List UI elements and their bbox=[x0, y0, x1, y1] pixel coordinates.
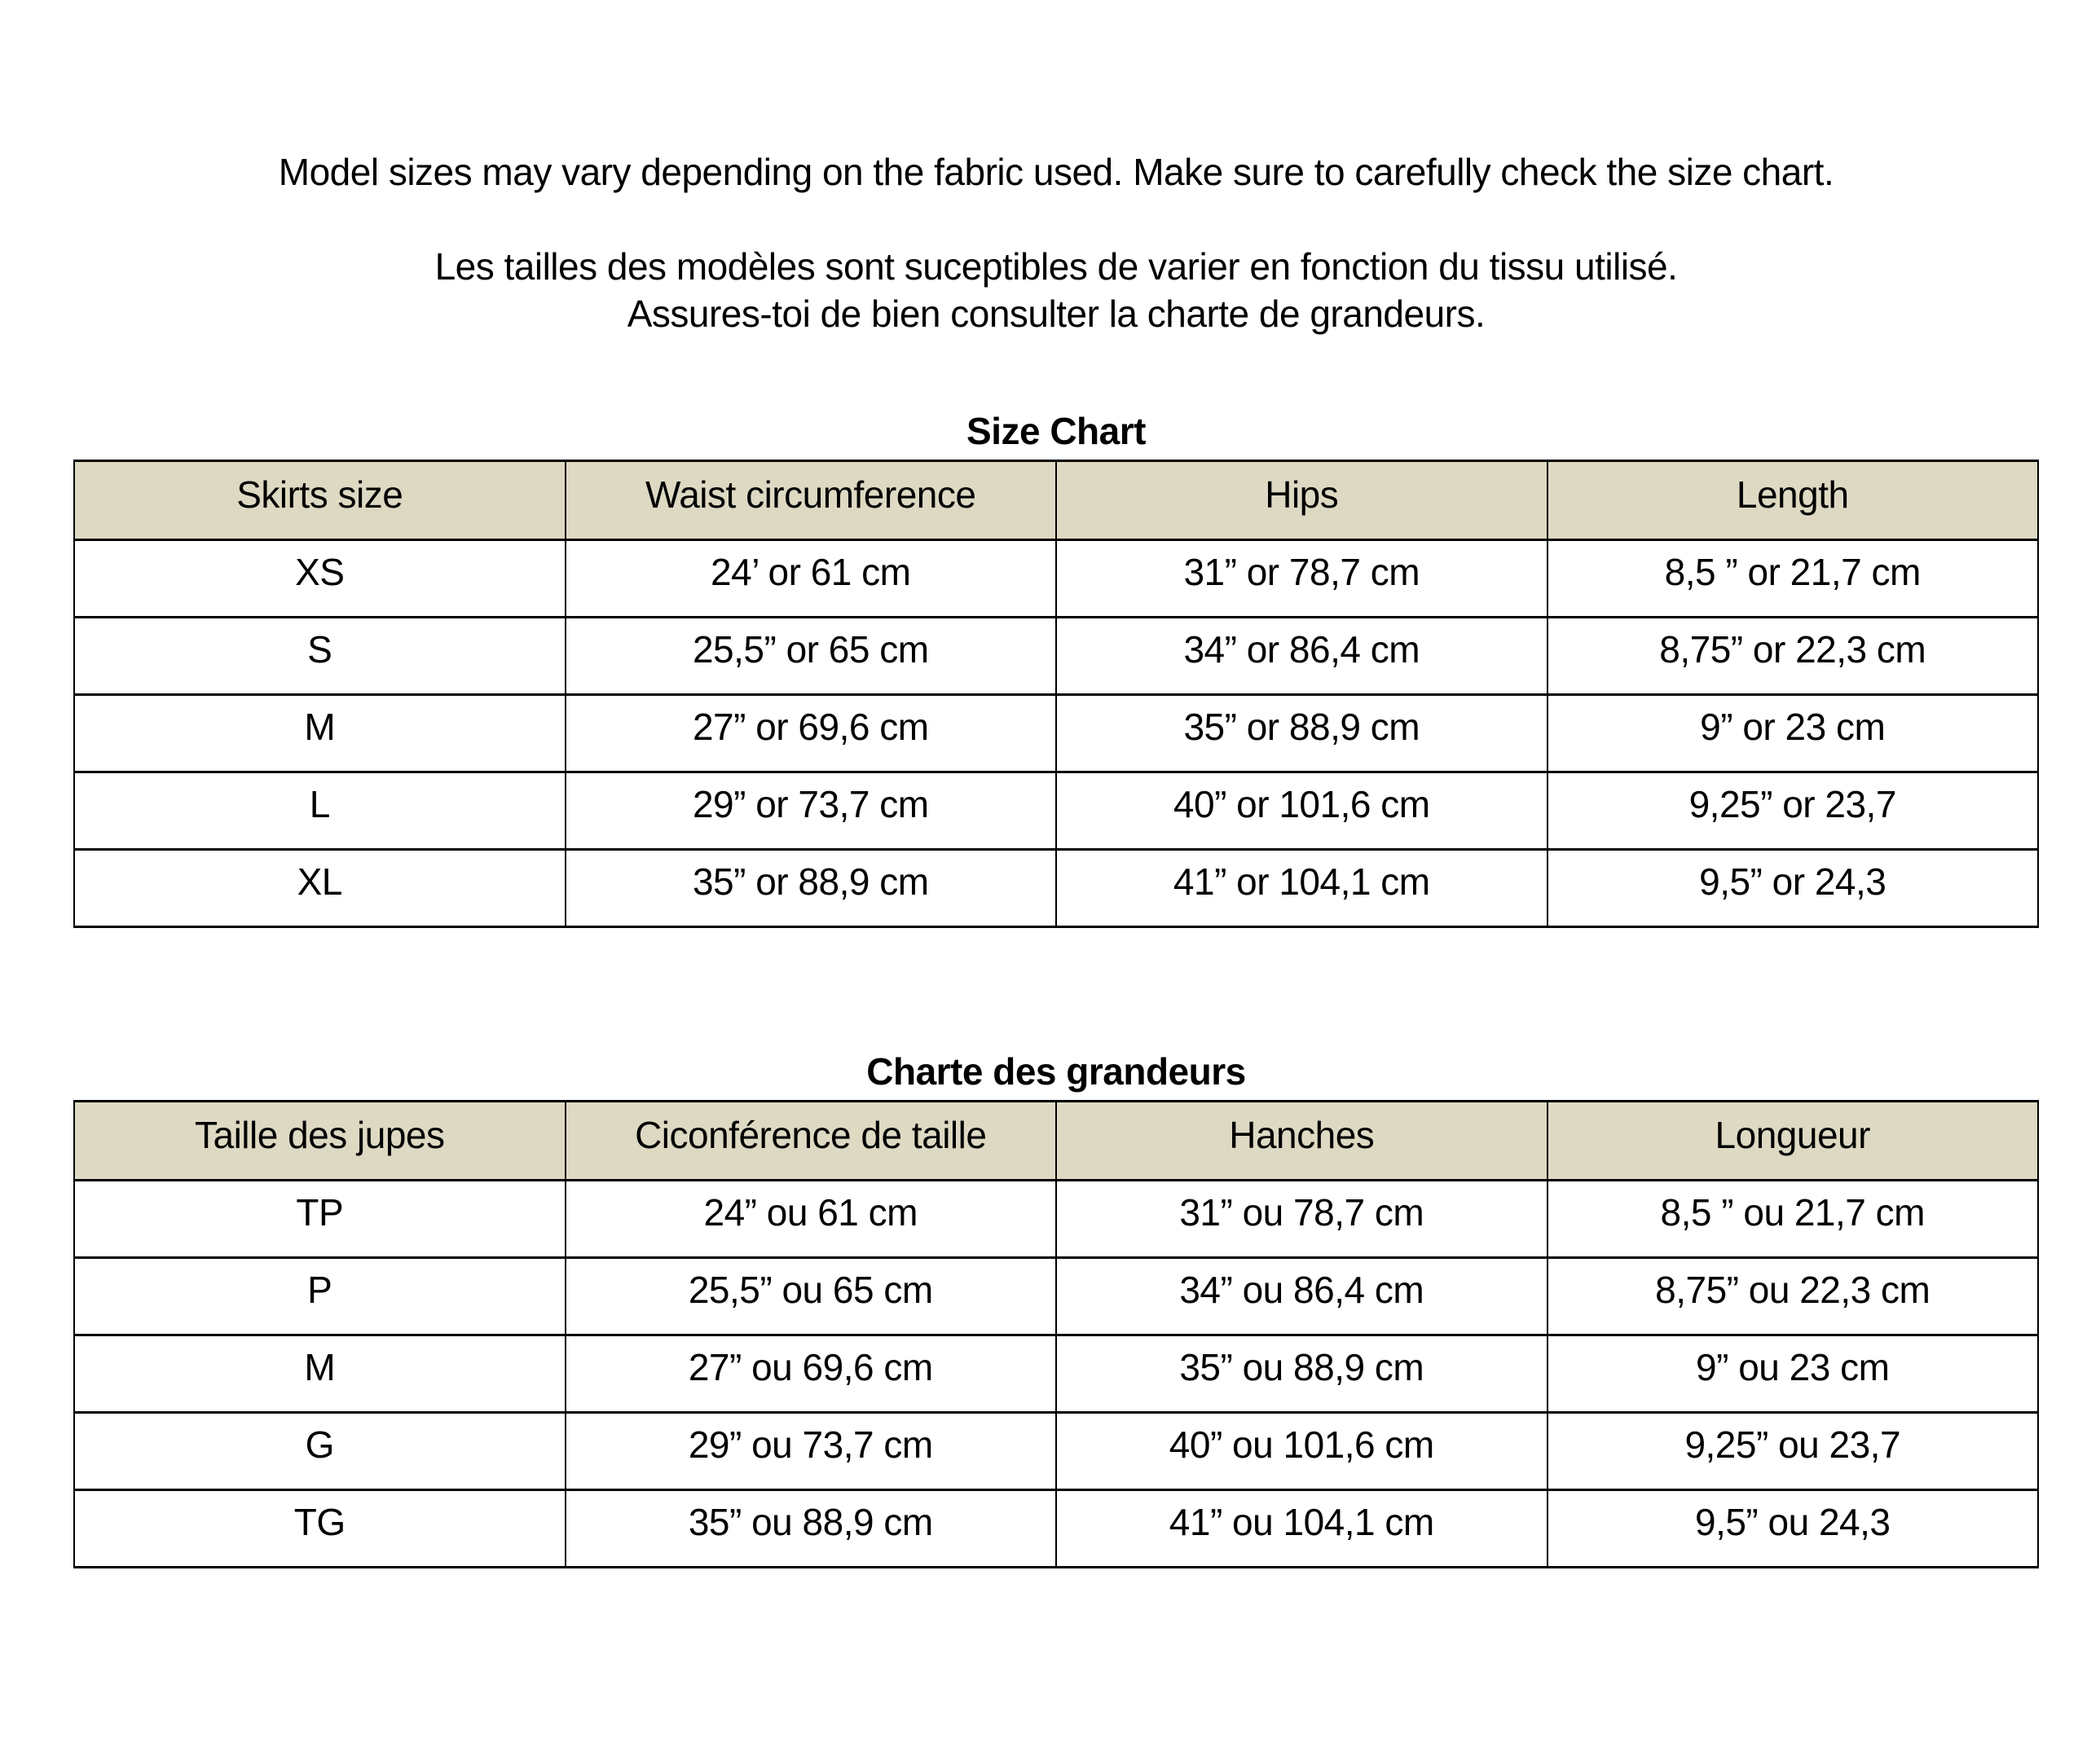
measurement-cell: 27” or 69,6 cm bbox=[566, 695, 1057, 772]
table-row bbox=[74, 1490, 2038, 1568]
measurement-cell: 27” ou 69,6 cm bbox=[566, 1335, 1057, 1413]
measurement-cell: 9,25” ou 23,7 bbox=[1547, 1413, 2039, 1490]
column-header: Hanches bbox=[1056, 1102, 1547, 1181]
table-row bbox=[74, 1413, 2038, 1490]
size-label-cell: G bbox=[74, 1413, 566, 1490]
size-label-cell: TP bbox=[74, 1181, 566, 1258]
column-header: Taille des jupes bbox=[74, 1102, 566, 1181]
measurement-cell: 31” ou 78,7 cm bbox=[1056, 1181, 1547, 1258]
header-row bbox=[74, 461, 2038, 540]
measurement-cell: 34” ou 86,4 cm bbox=[1056, 1258, 1547, 1335]
measurement-cell: 29” or 73,7 cm bbox=[566, 772, 1057, 850]
measurement-cell: 8,5 ” ou 21,7 cm bbox=[1547, 1181, 2039, 1258]
measurement-cell: 9,25” or 23,7 bbox=[1547, 772, 2039, 850]
column-header: Ciconférence de taille bbox=[566, 1102, 1057, 1181]
table-row bbox=[74, 1258, 2038, 1335]
measurement-cell: 35” ou 88,9 cm bbox=[1056, 1335, 1547, 1413]
size-label-cell: TG bbox=[74, 1490, 566, 1568]
measurement-cell: 9” ou 23 cm bbox=[1547, 1335, 2039, 1413]
measurement-cell: 9,5” or 24,3 bbox=[1547, 850, 2039, 927]
measurement-cell: 8,75” or 22,3 cm bbox=[1547, 618, 2039, 695]
size-label-cell: S bbox=[74, 618, 566, 695]
size-chart-table-english bbox=[73, 460, 2039, 928]
intro-text-english: Model sizes may vary depending on the fabric used. Make sure to carefully check the size chart. bbox=[278, 151, 1834, 193]
table-row bbox=[74, 1335, 2038, 1413]
measurement-cell: 24” ou 61 cm bbox=[566, 1181, 1057, 1258]
column-header: Skirts size bbox=[74, 461, 566, 540]
measurement-cell: 29” ou 73,7 cm bbox=[566, 1413, 1057, 1490]
measurement-cell: 25,5” ou 65 cm bbox=[566, 1258, 1057, 1335]
column-header: Longueur bbox=[1547, 1102, 2039, 1181]
table-row bbox=[74, 618, 2038, 695]
size-label-cell: M bbox=[74, 695, 566, 772]
measurement-cell: 9,5” ou 24,3 bbox=[1547, 1490, 2039, 1568]
size-label-cell: XL bbox=[74, 850, 566, 927]
table-row bbox=[74, 540, 2038, 618]
measurement-cell: 35” or 88,9 cm bbox=[566, 850, 1057, 927]
column-header: Length bbox=[1547, 461, 2039, 540]
measurement-cell: 31” or 78,7 cm bbox=[1056, 540, 1547, 618]
intro-text-french-line2: Assures-toi de bien consulter la charte de grandeurs. bbox=[627, 293, 1486, 335]
measurement-cell: 40” ou 101,6 cm bbox=[1056, 1413, 1547, 1490]
header-row bbox=[74, 1102, 2038, 1181]
measurement-cell: 34” or 86,4 cm bbox=[1056, 618, 1547, 695]
size-chart-table-french bbox=[73, 1100, 2039, 1568]
intro-text-french-line1: Les tailles des modèles sont suceptibles de varier en fonction du tissu utilisé. bbox=[434, 245, 1678, 288]
measurement-cell: 41” ou 104,1 cm bbox=[1056, 1490, 1547, 1568]
column-header: Hips bbox=[1056, 461, 1547, 540]
measurement-cell: 35” ou 88,9 cm bbox=[566, 1490, 1057, 1568]
measurement-cell: 41” or 104,1 cm bbox=[1056, 850, 1547, 927]
size-chart-title-french: Charte des grandeurs bbox=[866, 1050, 1246, 1093]
size-label-cell: XS bbox=[74, 540, 566, 618]
size-label-cell: M bbox=[74, 1335, 566, 1413]
measurement-cell: 8,75” ou 22,3 cm bbox=[1547, 1258, 2039, 1335]
measurement-cell: 40” or 101,6 cm bbox=[1056, 772, 1547, 850]
column-header: Waist circumference bbox=[566, 461, 1057, 540]
measurement-cell: 24’ or 61 cm bbox=[566, 540, 1057, 618]
measurement-cell: 9” or 23 cm bbox=[1547, 695, 2039, 772]
measurement-cell: 25,5” or 65 cm bbox=[566, 618, 1057, 695]
table-row bbox=[74, 850, 2038, 927]
table-row bbox=[74, 1181, 2038, 1258]
size-label-cell: P bbox=[74, 1258, 566, 1335]
size-chart-title-english: Size Chart bbox=[966, 410, 1146, 452]
size-label-cell: L bbox=[74, 772, 566, 850]
measurement-cell: 8,5 ” or 21,7 cm bbox=[1547, 540, 2039, 618]
measurement-cell: 35” or 88,9 cm bbox=[1056, 695, 1547, 772]
table-row bbox=[74, 695, 2038, 772]
table-row bbox=[74, 772, 2038, 850]
